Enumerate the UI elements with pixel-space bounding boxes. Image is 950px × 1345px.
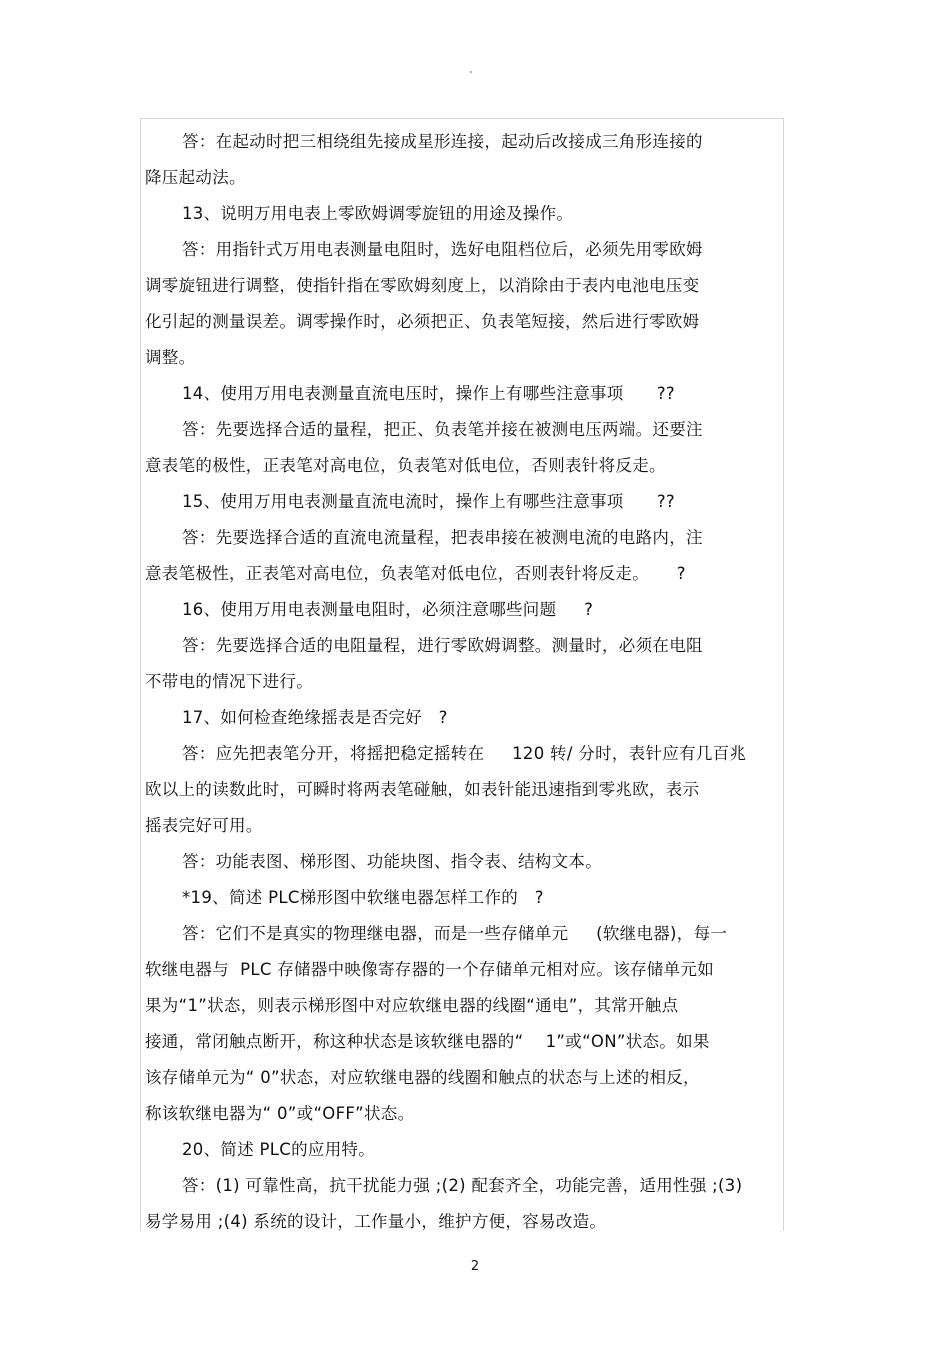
header-mark: " (469, 70, 473, 79)
text-line: 降压起动法。 (145, 168, 246, 187)
text-line: 答：(1) 可靠性高，抗干扰能力强 ;(2) 配套齐全，功能完善，适用性强 ;(3) (182, 1176, 743, 1195)
text-line: 意表笔的极性，正表笔对高电位，负表笔对低电位，否则表针将反走。 (145, 456, 666, 475)
text-line: 答：先要选择合适的量程，把正、负表笔并接在被测电压两端。还要注 (182, 420, 703, 439)
text-line: *19、简述 PLC梯形图中软继电器怎样工作的 ? (182, 888, 544, 907)
text-line: 果为“1”状态，则表示梯形图中对应软继电器的线圈“通电”，其常开触点 (145, 996, 679, 1015)
text-line: 答：功能表图、梯形图、功能块图、指令表、结构文本。 (182, 852, 602, 871)
text-line: 答：应先把表笔分开，将摇把稳定摇转在 120 转/ 分时，表针应有几百兆 (182, 744, 747, 763)
text-line: 15、使用万用电表测量直流电流时，操作上有哪些注意事项 ?? (182, 492, 675, 511)
text-line: 16、使用万用电表测量电阻时，必须注意哪些问题 ? (182, 600, 594, 619)
text-line: 称该软继电器为“ 0”或“OFF”状态。 (145, 1104, 415, 1123)
text-line: 易学易用 ;(4) 系统的设计，工作量小，维护方便，容易改造。 (145, 1212, 607, 1231)
text-line: 欧以上的读数此时，可瞬时将两表笔碰触，如表针能迅速指到零兆欧，表示 (145, 780, 700, 799)
document-body (145, 124, 785, 1240)
text-line: 14、使用万用电表测量直流电压时，操作上有哪些注意事项 ?? (182, 384, 675, 403)
text-line: 答：先要选择合适的直流电流量程，把表串接在被测电流的电路内，注 (182, 528, 703, 547)
text-line: 答：用指针式万用电表测量电阻时，选好电阻档位后，必须先用零欧姆 (182, 240, 703, 259)
text-line: 17、如何检查绝缘摇表是否完好 ? (182, 708, 448, 727)
text-line: 答：在起动时把三相绕组先接成星形连接，起动后改接成三角形连接的 (182, 132, 703, 151)
text-line: 摇表完好可用。 (145, 816, 263, 835)
text-line: 化引起的测量误差。调零操作时，必须把正、负表笔短接，然后进行零欧姆 (145, 312, 700, 331)
text-line: 答：先要选择合适的电阻量程，进行零欧姆调整。测量时，必须在电阻 (182, 636, 703, 655)
text-line: 软继电器与 PLC 存储器中映像寄存器的一个存储单元相对应。该存储单元如 (145, 960, 714, 979)
text-line: 调零旋钮进行调整，使指针指在零欧姆刻度上，以消除由于表内电池电压变 (145, 276, 700, 295)
text-line: 调整。 (145, 348, 196, 367)
page-number: 2 (470, 1259, 480, 1274)
text-line: 答：它们不是真实的物理继电器，而是一些存储单元 (软继电器)，每一 (182, 924, 728, 943)
text-line: 13、说明万用电表上零欧姆调零旋钮的用途及操作。 (182, 204, 574, 223)
text-line: 不带电的情况下进行。 (145, 672, 313, 691)
text-line: 接通，常闭触点断开，称这种状态是该软继电器的“ 1”或“ON”状态。如果 (145, 1032, 710, 1051)
text-line: 20、简述 PLC的应用特。 (182, 1140, 376, 1159)
text-line: 意表笔极性，正表笔对高电位，负表笔对低电位，否则表针将反走。 ? (145, 564, 686, 583)
text-line: 该存储单元为“ 0”状态，对应软继电器的线圈和触点的状态与上述的相反， (145, 1068, 700, 1087)
